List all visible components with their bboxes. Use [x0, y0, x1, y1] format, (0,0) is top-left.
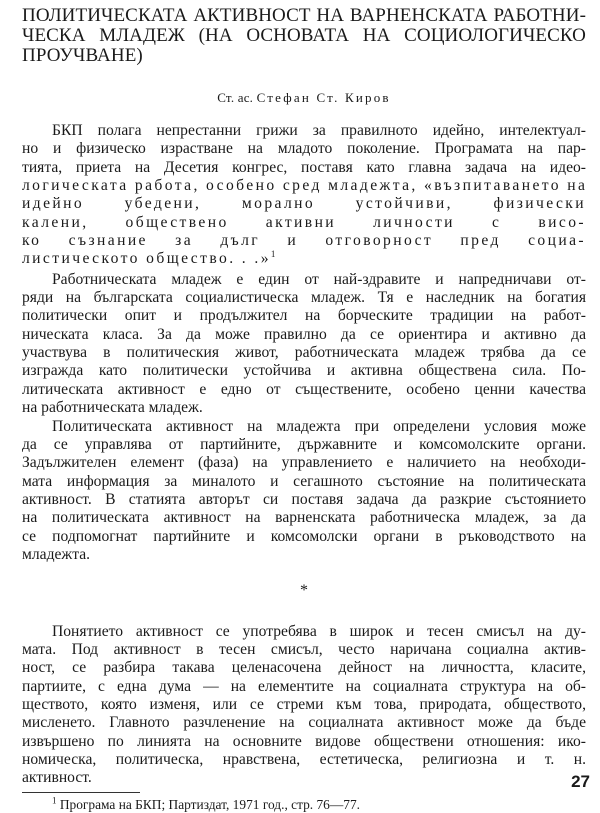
- text-line: ническата класа. За да може правилно да се ориентира и активно да: [22, 325, 586, 343]
- text-line: политически опит и продължител на борческите традиции на работ-: [22, 307, 586, 325]
- footnote-separator: [22, 792, 140, 793]
- title-line: ПОЛИТИЧЕСКАТА АКТИВНОСТ НА ВАРНЕНСКАТА РАБОТНИ-: [22, 5, 586, 26]
- article-author: [22, 90, 586, 106]
- text-line: на политическата активност на варненската работническа младеж, за да: [22, 509, 586, 527]
- text-line: номическа, политическа, нравствена, естетическа, религиозна и т. н.: [22, 751, 586, 768]
- text-line: мисленето. Главното разчленение на социалната активност може да бъде: [22, 714, 586, 732]
- text-line: ряди на българската социалистическа младеж. Тя е наследник на богатия: [22, 289, 586, 307]
- text-fragment: листическото общество. . .»: [22, 250, 271, 268]
- text-line: мата информация за миналото и сегашното състояние на политическата: [22, 472, 586, 490]
- title-line: ЧЕСКА МЛАДЕЖ (НА ОСНОВАТА НА СОЦИОЛОГИЧЕСКО: [22, 25, 586, 46]
- page-number: 27: [571, 772, 590, 791]
- author-rank: Ст. ас.: [217, 90, 254, 105]
- text-line: да се управлява от партийните, държавните и комсомолските органи.: [22, 435, 586, 453]
- text-line: се подпомогнат партийните и комсомолски органи в ръководството на: [22, 527, 586, 545]
- footnote: [22, 797, 586, 813]
- author-name: Стефан Ст. Киров: [256, 90, 391, 105]
- footnote-marker: 1: [52, 795, 57, 806]
- text-line: извършено по линията на основните видове обществени отношения: ико-: [22, 732, 586, 750]
- text-line: активност.: [22, 769, 92, 787]
- text-line: Политическата активност на младежта при определени условия може: [52, 417, 586, 435]
- text-line: партиите, с една дума — на елементите на социалната структура на об-: [22, 677, 586, 695]
- text-line: Задължителен елемент (фаза) на управлението е наличието на необходи-: [22, 454, 586, 472]
- text-line: БКП полага непрестанни грижи за правилното идейно, интелектуал-: [52, 122, 586, 139]
- paragraph: [22, 623, 586, 788]
- text-line: участвува в политическия живот, работническата младеж трябва да се: [22, 344, 586, 362]
- text-line: ко съзнание за дълг и отговорност пред социа-: [22, 232, 586, 250]
- text-line: тията, приета на Десетия конгрес, поставя като главна задача на идео-: [22, 158, 586, 176]
- text-line: ществото, която изменя, или се стреми към това, природата, обществото,: [22, 695, 586, 713]
- footnote-reference[interactable]: 1: [270, 249, 276, 260]
- text-line: младежта.: [22, 545, 91, 563]
- text-line: но и физическо израстване на младото поколение. Програмата на пар-: [22, 140, 586, 158]
- text-line: Работническата младеж е един от най-здравите и напредничави от-: [52, 270, 586, 288]
- text-line: логическата работа, особено сред младежта, «възпитаването на: [22, 177, 588, 195]
- paragraph: [22, 122, 586, 269]
- text-line: Понятието активност се употребява в широк и тесен смисъл на ду-: [52, 622, 586, 640]
- text-line: на работническата младеж.: [22, 399, 203, 417]
- paragraph: [22, 418, 586, 565]
- text-line: идейно убедени, морално устойчиви, физически: [22, 195, 586, 213]
- text-line: ност, се разбира такава целенасочена дейност на личността, класите,: [22, 659, 586, 677]
- text-line: мата. Под активност в тесен смисъл, често наричана социална актив-: [22, 640, 586, 658]
- text-line: калени, обществено активни личности с висо-: [22, 213, 586, 231]
- text-line: активност. В статията авторът си поставя задача да разкрие състоянието: [22, 490, 586, 508]
- footnote-text: Програма на БКП; Партиздат, 1971 год., стр. 76—77.: [59, 796, 361, 812]
- article-title: [22, 6, 586, 66]
- text-line: изгражда като политически устойчива и активна обществена сила. По-: [22, 362, 586, 380]
- article-body: [22, 122, 586, 788]
- title-line: ПРОУЧВАНЕ): [22, 45, 143, 66]
- text-line-with-ref: [22, 250, 586, 268]
- section-divider: *: [300, 582, 308, 600]
- paragraph: [22, 271, 586, 418]
- text-line: литическата активност е едно от съществените, особено ценни качества: [22, 380, 586, 398]
